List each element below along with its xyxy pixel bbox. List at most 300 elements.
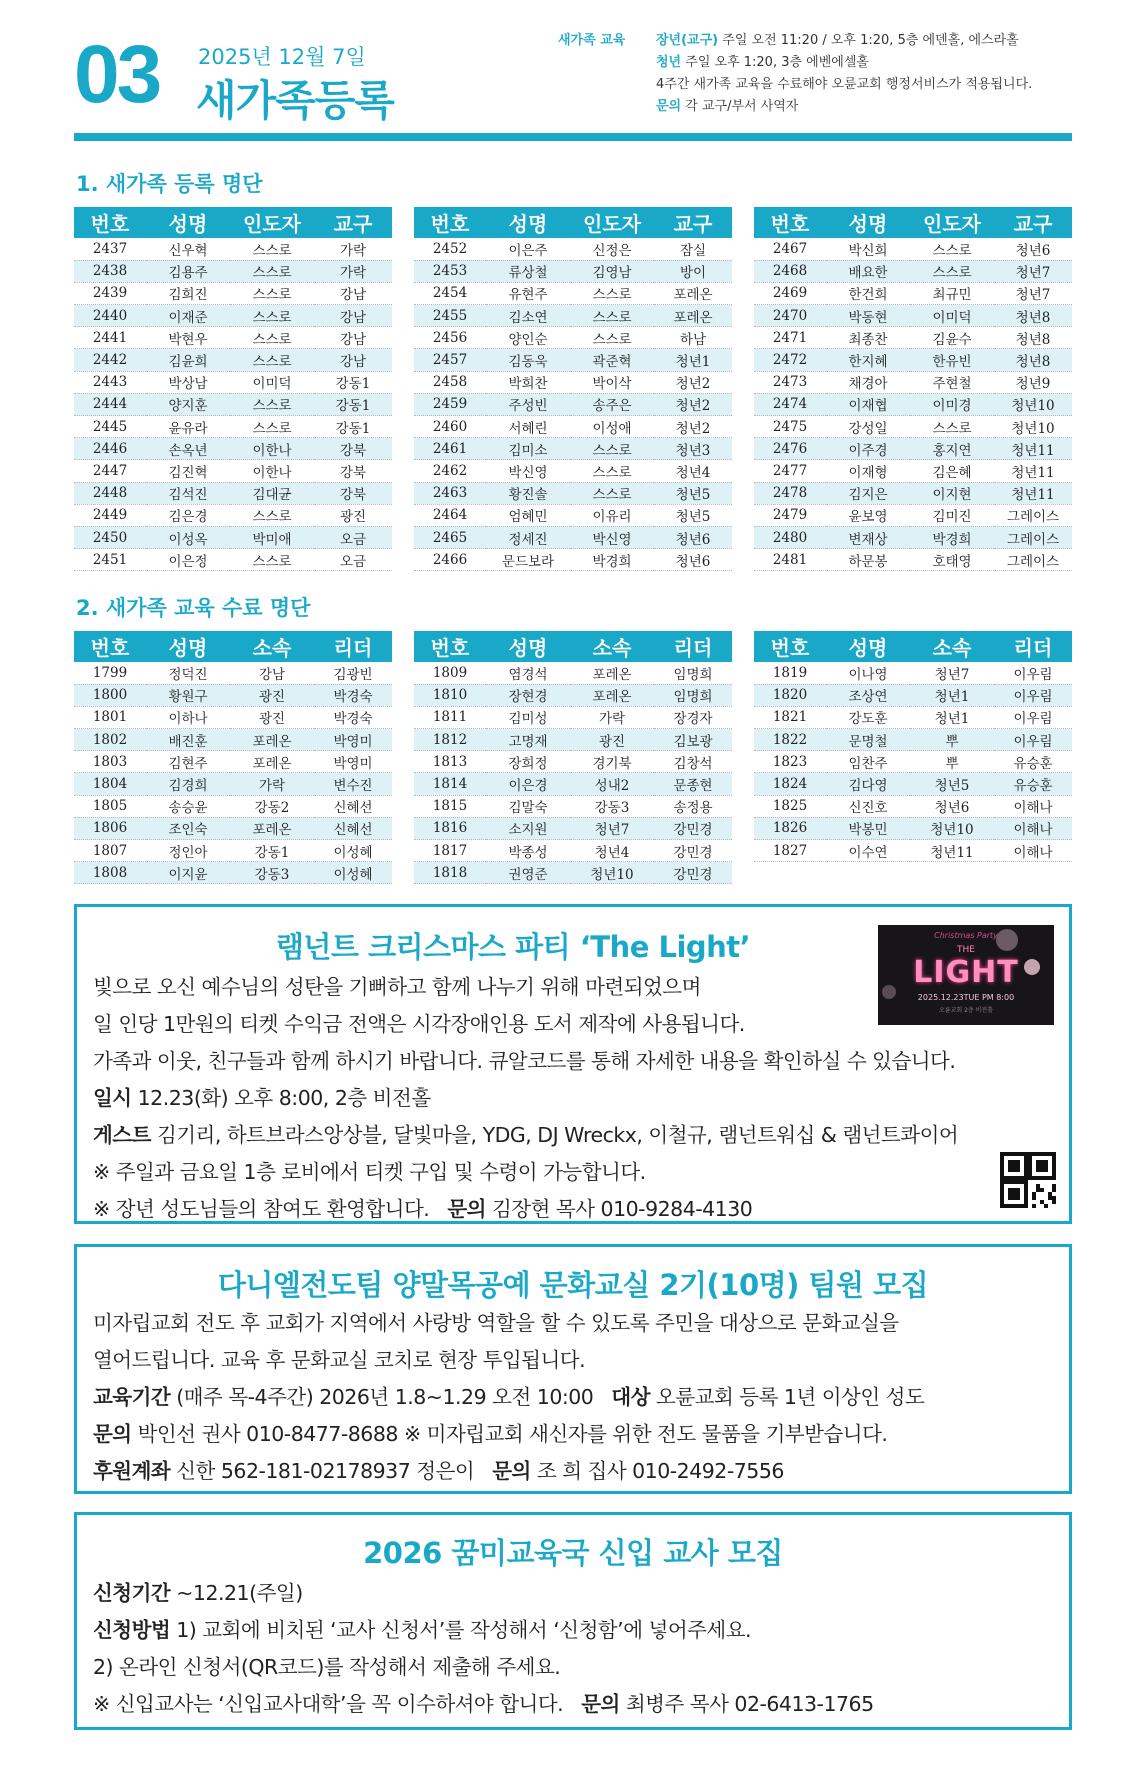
- table-cell: 스스로: [570, 460, 654, 482]
- table-cell: 강동1: [314, 393, 392, 415]
- table-row: [754, 773, 1072, 795]
- table-cell: 한유빈: [910, 349, 994, 371]
- qr-code-icon[interactable]: [1000, 1152, 1056, 1208]
- table-cell: 정세진: [486, 526, 570, 548]
- table-cell: 이지윤: [146, 862, 230, 884]
- table-cell: 2456: [414, 327, 486, 349]
- table-cell: 광진: [230, 706, 314, 728]
- table-cell: 강민경: [654, 817, 732, 839]
- table-row: [754, 662, 1072, 684]
- table-cell: 스스로: [230, 238, 314, 260]
- table-cell: 손옥년: [146, 438, 230, 460]
- table-cell: 스스로: [910, 416, 994, 438]
- table-cell: 하남: [654, 327, 732, 349]
- table-cell: 강동1: [230, 840, 314, 862]
- table-cell: 박희찬: [486, 371, 570, 393]
- table-cell: 박미애: [230, 526, 314, 548]
- table-cell: 1805: [74, 795, 146, 817]
- table-cell: 김소연: [486, 305, 570, 327]
- table-cell: 주성빈: [486, 393, 570, 415]
- table-cell: 청년6: [994, 238, 1072, 260]
- table-cell: 김보광: [654, 729, 732, 751]
- registration-table-3: [754, 207, 1072, 571]
- table-cell: 류상철: [486, 260, 570, 282]
- table-cell: 송정용: [654, 795, 732, 817]
- table-cell: 2469: [754, 282, 826, 304]
- column-header: 리더: [314, 631, 392, 662]
- table-cell: 임찬주: [826, 751, 910, 773]
- table-cell: 1815: [414, 795, 486, 817]
- table-cell: 이우림: [994, 729, 1072, 751]
- table-cell: 고명재: [486, 729, 570, 751]
- table-cell: 청년7: [570, 817, 654, 839]
- column-header: 번호: [74, 631, 146, 662]
- table-cell: 2476: [754, 438, 826, 460]
- table-cell: 이나영: [826, 662, 910, 684]
- table-cell: 2440: [74, 305, 146, 327]
- table-cell: 채경아: [826, 371, 910, 393]
- table-row: [74, 840, 392, 862]
- table-cell: 김용주: [146, 260, 230, 282]
- table-cell: 청년6: [654, 526, 732, 548]
- table-row: [754, 460, 1072, 482]
- table-cell: 장희정: [486, 751, 570, 773]
- table-row: [414, 282, 732, 304]
- table-cell: 청년4: [654, 460, 732, 482]
- table-cell: 청년10: [570, 862, 654, 884]
- table-row: [74, 327, 392, 349]
- table-cell: 2445: [74, 416, 146, 438]
- table-cell: 스스로: [570, 482, 654, 504]
- table-cell: 박봉민: [826, 817, 910, 839]
- table-cell: 2480: [754, 526, 826, 548]
- table-cell: 스스로: [570, 305, 654, 327]
- info-line: 문의 각 교구/부서 사역자: [656, 99, 799, 114]
- table-cell: 2474: [754, 393, 826, 415]
- column-header: 번호: [74, 207, 146, 238]
- table-cell: 김석진: [146, 482, 230, 504]
- table-cell: 스스로: [230, 416, 314, 438]
- table-cell: 1804: [74, 773, 146, 795]
- table-cell: 송주은: [570, 393, 654, 415]
- table-cell: 1799: [74, 662, 146, 684]
- table-cell: 강성일: [826, 416, 910, 438]
- table-cell: 이하나: [146, 706, 230, 728]
- column-header: 교구: [654, 207, 732, 238]
- table-cell: 청년2: [654, 371, 732, 393]
- table-row: [414, 305, 732, 327]
- table-cell: 이한나: [230, 460, 314, 482]
- table-row: [414, 817, 732, 839]
- table-row: [414, 349, 732, 371]
- table-cell: 김희진: [146, 282, 230, 304]
- table-cell: 권영준: [486, 862, 570, 884]
- table-cell: 강동1: [314, 371, 392, 393]
- notice-title: 다니엘전도팀 양말목공예 문화교실 2기(10명) 팀원 모집: [217, 1268, 929, 1302]
- table-cell: 이은정: [146, 549, 230, 571]
- table-cell: 경기북: [570, 751, 654, 773]
- table-cell: 변수진: [314, 773, 392, 795]
- table-cell: 최종찬: [826, 327, 910, 349]
- notice-line: 신청방법 1) 교회에 비치된 ‘교사 신청서’를 작성해서 ‘신청함’에 넣어주세요.: [93, 1618, 752, 1642]
- table-row: [754, 526, 1072, 548]
- table-row: [74, 729, 392, 751]
- table-header-row: [414, 207, 732, 238]
- table-cell: 김윤수: [910, 327, 994, 349]
- table-cell: 이수연: [826, 840, 910, 862]
- table-cell: 스스로: [230, 282, 314, 304]
- table-cell: 박신영: [570, 526, 654, 548]
- table-cell: 김진혁: [146, 460, 230, 482]
- table-cell: 박상남: [146, 371, 230, 393]
- table-cell: 강북: [314, 438, 392, 460]
- table-row: [414, 862, 732, 884]
- notice-body: [93, 1575, 874, 1723]
- table-cell: 스스로: [230, 349, 314, 371]
- table-cell: 박경희: [570, 549, 654, 571]
- table-header-row: [754, 207, 1072, 238]
- table-cell: 박신영: [486, 460, 570, 482]
- table-cell: 2464: [414, 504, 486, 526]
- table-row: [74, 305, 392, 327]
- table-cell: 윤보영: [826, 504, 910, 526]
- notice-line: ※ 신입교사는 ‘신입교사대학’을 꼭 이수하셔야 합니다. 문의 최병주 목사 02-6413-1765: [93, 1692, 874, 1716]
- table-cell: 유승훈: [994, 751, 1072, 773]
- table-row: [74, 862, 392, 884]
- table-cell: 주현철: [910, 371, 994, 393]
- table-cell: 포레온: [230, 751, 314, 773]
- table-row: [754, 260, 1072, 282]
- table-cell: 1801: [74, 706, 146, 728]
- table-cell: 스스로: [570, 327, 654, 349]
- table-cell: 1813: [414, 751, 486, 773]
- column-header: 인도자: [570, 207, 654, 238]
- column-header: 번호: [754, 207, 826, 238]
- table-row: [74, 549, 392, 571]
- table-row: [414, 684, 732, 706]
- table-row: [414, 482, 732, 504]
- notice-line: 빛으로 오신 예수님의 성탄을 기뻐하고 함께 나누기 위해 마련되었으며: [93, 975, 701, 999]
- table-cell: 포레온: [654, 305, 732, 327]
- table-row: [754, 482, 1072, 504]
- table-cell: 양지훈: [146, 393, 230, 415]
- table-cell: 스스로: [230, 504, 314, 526]
- table-row: [754, 751, 1072, 773]
- table-cell: 2454: [414, 282, 486, 304]
- table-cell: 1826: [754, 817, 826, 839]
- notice-line: 일 인당 1만원의 티켓 수익금 전액은 시각장애인용 도서 제작에 사용됩니다.: [93, 1012, 745, 1036]
- table-cell: 1803: [74, 751, 146, 773]
- column-header: 성명: [826, 631, 910, 662]
- table-cell: 청년7: [994, 260, 1072, 282]
- table-row: [414, 795, 732, 817]
- table-cell: 최규민: [910, 282, 994, 304]
- table-cell: 변재상: [826, 526, 910, 548]
- table-cell: 이한나: [230, 438, 314, 460]
- table-cell: 강남: [314, 305, 392, 327]
- table-cell: 이지현: [910, 482, 994, 504]
- table-cell: 강남: [230, 662, 314, 684]
- table-row: [414, 773, 732, 795]
- table-cell: 김지은: [826, 482, 910, 504]
- table-row: [754, 729, 1072, 751]
- table-row: [754, 282, 1072, 304]
- page-header: [74, 30, 1072, 138]
- table-cell: 2463: [414, 482, 486, 504]
- notice-line: 열어드립니다. 교육 후 문화교실 코치로 현장 투입됩니다.: [93, 1348, 586, 1372]
- table-cell: 2438: [74, 260, 146, 282]
- table-cell: 2462: [414, 460, 486, 482]
- table-cell: 강도훈: [826, 706, 910, 728]
- column-header: 소속: [230, 631, 314, 662]
- table-cell: 윤유라: [146, 416, 230, 438]
- table-cell: 2465: [414, 526, 486, 548]
- table-cell: 청년5: [910, 773, 994, 795]
- issue-date: 2025년 12월 7일: [198, 45, 366, 69]
- table-cell: 2475: [754, 416, 826, 438]
- table-cell: 임명희: [654, 662, 732, 684]
- table-cell: 잠실: [654, 238, 732, 260]
- table-cell: 김윤희: [146, 349, 230, 371]
- table-cell: 하문봉: [826, 549, 910, 571]
- table-cell: 청년10: [994, 393, 1072, 415]
- table-cell: 2477: [754, 460, 826, 482]
- table-cell: 청년5: [654, 504, 732, 526]
- table-row: [74, 817, 392, 839]
- table-cell: 이재형: [826, 460, 910, 482]
- column-header: 성명: [486, 631, 570, 662]
- table-cell: 청년10: [910, 817, 994, 839]
- table-cell: 이성옥: [146, 526, 230, 548]
- table-cell: 1819: [754, 662, 826, 684]
- table-cell: 이성혜: [314, 862, 392, 884]
- table-row: [414, 706, 732, 728]
- column-header: 교구: [314, 207, 392, 238]
- table-cell: 이해나: [994, 795, 1072, 817]
- table-row: [74, 684, 392, 706]
- table-cell: 2458: [414, 371, 486, 393]
- table-cell: 이해나: [994, 840, 1072, 862]
- table-cell: 강북: [314, 460, 392, 482]
- notice-line: ※ 장년 성도님들의 참여도 환영합니다. 문의 김장현 목사 010-9284-4130: [93, 1197, 753, 1221]
- table-row: [414, 662, 732, 684]
- column-header: 번호: [414, 207, 486, 238]
- table-cell: 가락: [314, 260, 392, 282]
- table-cell: 장경자: [654, 706, 732, 728]
- table-row: [74, 393, 392, 415]
- table-row: [414, 504, 732, 526]
- table-cell: 조상연: [826, 684, 910, 706]
- table-row: [754, 706, 1072, 728]
- notice-line: 미자립교회 전도 후 교회가 지역에서 사랑방 역할을 할 수 있도록 주민을 대상으로 문화교실을: [93, 1311, 899, 1335]
- table-cell: 김동욱: [486, 349, 570, 371]
- table-row: [414, 238, 732, 260]
- table-cell: 김미성: [486, 706, 570, 728]
- registration-table-1: [74, 207, 392, 571]
- table-cell: 강민경: [654, 840, 732, 862]
- table-cell: 박경희: [910, 526, 994, 548]
- table-row: [74, 238, 392, 260]
- table-cell: 가락: [570, 706, 654, 728]
- table-cell: 유승훈: [994, 773, 1072, 795]
- table-cell: 박신희: [826, 238, 910, 260]
- table-row: [414, 327, 732, 349]
- table-row: [754, 371, 1072, 393]
- table-cell: 2466: [414, 549, 486, 571]
- table-cell: 강동3: [570, 795, 654, 817]
- table-row: [754, 438, 1072, 460]
- table-cell: 문종현: [654, 773, 732, 795]
- table-header-row: [414, 631, 732, 662]
- info-line: 4주간 새가족 교육을 수료해야 오륜교회 행정서비스가 적용됩니다.: [656, 77, 1033, 92]
- table-cell: 김말숙: [486, 795, 570, 817]
- table-row: [74, 349, 392, 371]
- table-cell: 강민경: [654, 862, 732, 884]
- table-cell: 김영남: [570, 260, 654, 282]
- table-row: [754, 238, 1072, 260]
- notice-line: 2) 온라인 신청서(QR코드)를 작성해서 제출해 주세요.: [93, 1655, 561, 1679]
- table-cell: 문명철: [826, 729, 910, 751]
- table-cell: 2441: [74, 327, 146, 349]
- table-cell: 이성애: [570, 416, 654, 438]
- table-cell: 1825: [754, 795, 826, 817]
- table-cell: 포레온: [230, 729, 314, 751]
- table-cell: 호태영: [910, 549, 994, 571]
- table-cell: 2478: [754, 482, 826, 504]
- table-cell: 강남: [314, 327, 392, 349]
- table-cell: 포레온: [570, 662, 654, 684]
- table-row: [754, 305, 1072, 327]
- table-cell: 청년11: [994, 438, 1072, 460]
- table-cell: 염경석: [486, 662, 570, 684]
- table-cell: 광진: [570, 729, 654, 751]
- table-cell: 이우림: [994, 684, 1072, 706]
- table-cell: 박이삭: [570, 371, 654, 393]
- table-cell: 2467: [754, 238, 826, 260]
- table-row: [414, 393, 732, 415]
- table-cell: 1816: [414, 817, 486, 839]
- table-row: [414, 460, 732, 482]
- table-row: [74, 482, 392, 504]
- section-title-completion: 2. 새가족 교육 수료 명단: [76, 596, 311, 620]
- table-cell: 청년3: [654, 438, 732, 460]
- column-header: 교구: [994, 207, 1072, 238]
- table-row: [414, 526, 732, 548]
- table-cell: 2460: [414, 416, 486, 438]
- table-cell: 김은경: [146, 504, 230, 526]
- table-row: [754, 349, 1072, 371]
- table-cell: 가락: [230, 773, 314, 795]
- table-row: [74, 282, 392, 304]
- table-cell: 청년1: [910, 684, 994, 706]
- table-cell: 1814: [414, 773, 486, 795]
- table-cell: 1821: [754, 706, 826, 728]
- notice-line: 신청기간 ~12.21(주일): [93, 1581, 303, 1605]
- table-cell: 이주경: [826, 438, 910, 460]
- column-header: 번호: [754, 631, 826, 662]
- table-row: [414, 840, 732, 862]
- table-row: [414, 416, 732, 438]
- table-cell: 2443: [74, 371, 146, 393]
- table-cell: 김창석: [654, 751, 732, 773]
- header-divider: [74, 133, 1072, 141]
- table-cell: 조인숙: [146, 817, 230, 839]
- table-row: [74, 773, 392, 795]
- table-cell: 한지혜: [826, 349, 910, 371]
- section-title-registration: 1. 새가족 등록 명단: [76, 172, 263, 196]
- table-row: [74, 438, 392, 460]
- table-cell: 1824: [754, 773, 826, 795]
- table-cell: 광진: [314, 504, 392, 526]
- table-cell: 김현주: [146, 751, 230, 773]
- table-row: [74, 706, 392, 728]
- table-cell: 2453: [414, 260, 486, 282]
- column-header: 성명: [486, 207, 570, 238]
- table-cell: 1802: [74, 729, 146, 751]
- notice-line: 문의 박인선 권사 010-8477-8688 ※ 미자립교회 새신자를 위한 전도 물품을 기부받습니다.: [93, 1422, 888, 1446]
- table-cell: 2468: [754, 260, 826, 282]
- table-cell: 이미덕: [230, 371, 314, 393]
- teacher-recruitment-notice: [74, 1512, 1072, 1730]
- table-cell: 1823: [754, 751, 826, 773]
- table-cell: 신혜선: [314, 817, 392, 839]
- notice-line: 게스트 김기리, 하트브라스앙상블, 달빛마을, YDG, DJ Wreckx, 이철규, 램넌트워십 & 램넌트콰이어: [93, 1123, 959, 1147]
- info-line: 청년 주일 오후 1:20, 3층 에벤에셀홀: [656, 55, 869, 70]
- table-cell: 청년1: [910, 706, 994, 728]
- table-cell: 강동1: [314, 416, 392, 438]
- table-cell: 이우림: [994, 662, 1072, 684]
- table-row: [74, 504, 392, 526]
- table-cell: 2455: [414, 305, 486, 327]
- table-cell: 정인아: [146, 840, 230, 862]
- table-cell: 청년4: [570, 840, 654, 862]
- table-cell: 1812: [414, 729, 486, 751]
- table-cell: 포레온: [570, 684, 654, 706]
- table-cell: 신우혁: [146, 238, 230, 260]
- table-cell: 이유리: [570, 504, 654, 526]
- table-cell: 신혜선: [314, 795, 392, 817]
- table-cell: 이재준: [146, 305, 230, 327]
- table-row: [74, 460, 392, 482]
- table-cell: 스스로: [230, 260, 314, 282]
- table-cell: 강남: [314, 282, 392, 304]
- table-cell: 2446: [74, 438, 146, 460]
- column-header: 인도자: [910, 207, 994, 238]
- table-cell: 엄혜민: [486, 504, 570, 526]
- table-cell: 2447: [74, 460, 146, 482]
- table-row: [74, 371, 392, 393]
- notice-title: 램넌트 크리스마스 파티 ‘The Light’: [275, 930, 751, 964]
- table-cell: 그레이스: [994, 504, 1072, 526]
- table-cell: 스스로: [570, 438, 654, 460]
- table-cell: 1822: [754, 729, 826, 751]
- table-row: [754, 549, 1072, 571]
- table-cell: 스스로: [230, 393, 314, 415]
- table-cell: 강북: [314, 482, 392, 504]
- table-cell: 소지원: [486, 817, 570, 839]
- table-cell: 오금: [314, 549, 392, 571]
- table-cell: 2444: [74, 393, 146, 415]
- table-cell: 1810: [414, 684, 486, 706]
- notice-line: 가족과 이웃, 친구들과 함께 하시기 바랍니다. 큐알코드를 통해 자세한 내용을 확인하실 수 있습니다.: [93, 1049, 956, 1073]
- notice-line: 후원계좌 신한 562-181-02178937 정은이 문의 조 희 집사 010-2492-7556: [93, 1459, 784, 1483]
- table-cell: 청년8: [994, 349, 1072, 371]
- column-header: 성명: [826, 207, 910, 238]
- table-cell: 청년2: [654, 393, 732, 415]
- table-row: [74, 260, 392, 282]
- table-cell: 청년6: [654, 549, 732, 571]
- table-cell: 김미진: [910, 504, 994, 526]
